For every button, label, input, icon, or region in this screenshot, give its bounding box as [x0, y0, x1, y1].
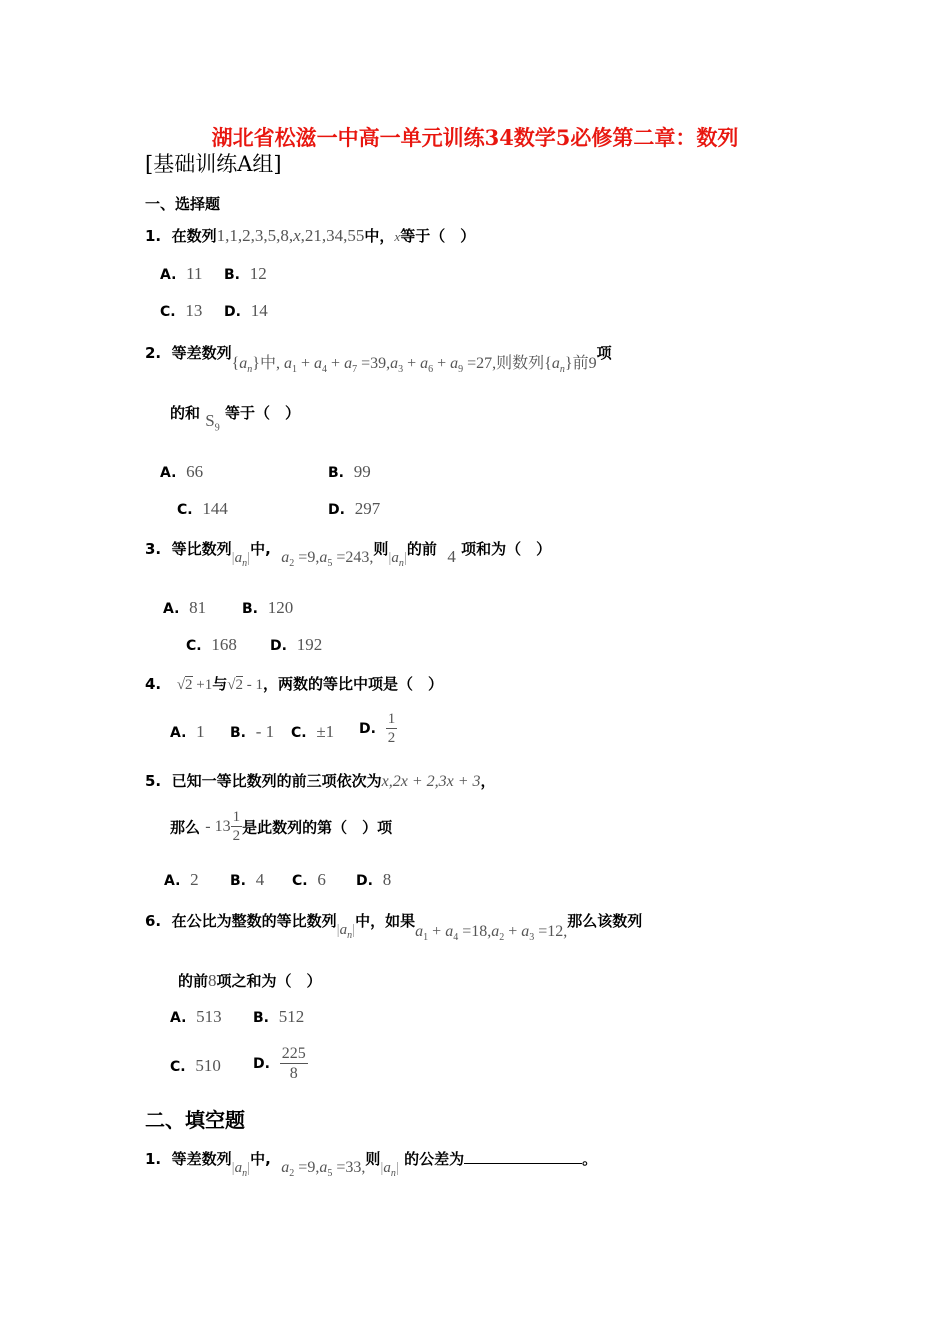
fill-question-1: 1. 等差数列$|a_n|$中, $a_2 =9,a_5 =33$,则$|a_n|$ 的公差为 。 [145, 1150, 598, 1180]
option-a: A. 81 [163, 598, 207, 617]
option-d: D. 14 [224, 301, 268, 320]
question-2-line2: 的和 $S_9$ 等于（ ） [170, 404, 300, 434]
option-a: A. 11 [160, 264, 203, 283]
question-text: 在数列 [171, 227, 217, 245]
section-heading-fill: 二、填空题 [145, 1108, 245, 1132]
document-title: 湖北省松滋一中高一单元训练34数学5必修第二章：数列 [211, 125, 739, 150]
option-c: C. 168 [186, 635, 237, 654]
question-5-line2: 那么 - 13 $\frac{1}{2}$ 是此数列的第（ ）项 [170, 809, 393, 844]
option-c: C. 510 [170, 1056, 221, 1075]
formula: $\{a_n\}$中, $a_1 + a_4 + a_7 =39,a_3 + a_6 + a_9 =27$,则数列$\{a_n\}$前9 [231, 355, 597, 376]
option-d: D. $\frac{1}{2}$ [359, 711, 396, 746]
option-c: C. ±1 [291, 722, 335, 741]
question-number: 1. [145, 227, 162, 245]
option-c: C. 13 [160, 301, 203, 320]
option-b: B. 4 [230, 870, 265, 889]
option-d: D. 297 [328, 499, 381, 518]
question-6-line2: 的前8项之和为（ ） [178, 971, 322, 990]
option-b: B. 12 [224, 264, 267, 283]
option-a: A. 2 [164, 870, 199, 889]
option-b: B. 512 [253, 1007, 305, 1026]
option-d: D. 192 [270, 635, 323, 654]
option-b: B. 99 [328, 462, 371, 481]
option-a: A. 1 [170, 722, 205, 741]
question-6: 6. 在公比为整数的等比数列$|a_n|$中，如果$a_1 + a_4 =18,a_2 + a_3 =12$,那么该数列 [145, 912, 643, 944]
question-4: 4. √2 +1与√2 - 1，两数的等比中项是（ ） [145, 675, 444, 693]
question-3: 3. 等比数列$|a_n|$中, $a_2 =9,a_5 =243$,则$|a_n|$的前 4 项和为（ ） [145, 540, 552, 570]
sequence-formula: 1,1,2,3,5,8,x,21,34,55 [216, 226, 365, 245]
section-heading-choice: 一、选择题 [145, 195, 221, 213]
option-d: D. $\frac{225}{8}$ [253, 1045, 306, 1082]
question-2: 2. 等差数列$\{a_n\}$中, $a_1 + a_4 + a_7 =39,a_3 + a_6 + a_9 =27$,则数列$\{a_n\}$前9项 [145, 344, 612, 376]
option-a: A. 66 [160, 462, 204, 481]
group-label: [基础训练A组] [145, 152, 282, 176]
question-1: 1. 在数列1,1,2,3,5,8,x,21,34,55中，x等于（ ） [145, 226, 476, 245]
option-d: D. 8 [356, 870, 392, 889]
option-c: C. 6 [292, 870, 326, 889]
option-c: C. 144 [177, 499, 228, 518]
option-a: A. 513 [170, 1007, 222, 1026]
option-b: B. 120 [242, 598, 294, 617]
answer-blank[interactable] [464, 1149, 582, 1164]
option-b: B. - 1 [230, 722, 275, 741]
question-5: 5. 已知一等比数列的前三项依次为x,2x + 2,3x + 3， [145, 772, 496, 790]
